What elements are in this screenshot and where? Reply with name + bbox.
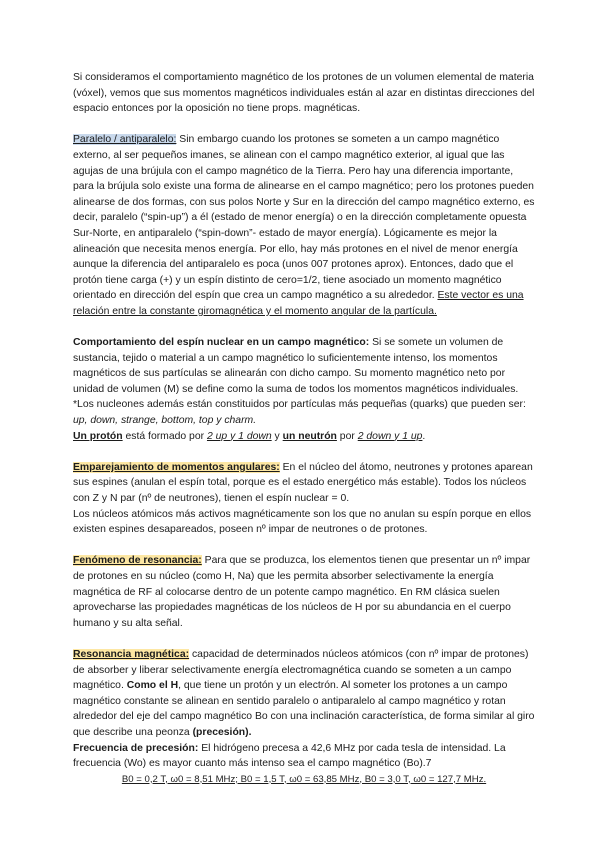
section-resonance-heading: Fenómeno de resonancia: [73, 555, 202, 567]
section-resonance-body: Para que se produzca, los elementos tienen que presentar un nº impar de protones en su núcleo (como H, Na) que les permita absorber selectivamente la energía magnética de RF al colocarse dentro de un potente campo magnético. En RM clásica suelen aprovecharse las propiedades magnéticas de los núcleos de H por su abundancia en el cuerpo humano y su alta señal. [73, 555, 531, 629]
proton-label: Un protón [73, 430, 123, 442]
precession-frequency-label: Frecuencia de precesión: [73, 742, 199, 754]
section-parallel-heading: Paralelo / antiparalelo: [73, 134, 177, 146]
section-pairing [73, 460, 535, 507]
section-spin-heading: Comportamiento del espín nuclear en un campo magnético: [73, 337, 370, 349]
section-mri-heading: Resonancia magnética: [73, 648, 190, 660]
neutron-quarks: 2 down y 1 up [357, 430, 423, 442]
section-spin-behavior [73, 335, 535, 397]
precession-term: (precesión). [192, 726, 252, 738]
nucleon-composition: Un protón está formado por 2 up y 1 down y un neutrón por 2 down y 1 up. [73, 430, 426, 442]
section-pairing-heading: Emparejamiento de momentos angulares: [73, 461, 280, 473]
section-spin-body: Si se somete un volumen de sustancia, tejido o material a un campo magnético lo suficientemente intenso, los momentos magnéticos de sus partículas se alinearán con dicho campo. Su momento magnético neto por unidad de volumen (M) se define como la suma de todos los momentos magnéticos individuales. [73, 337, 519, 395]
frequency-formula: B0 = 0,2 T, ω0 = 8,51 MHz; B0 = 1,5 T, ω0 = 63,85 MHz, B0 = 3,0 T, ω0 = 127,7 MHz. [121, 773, 487, 785]
neutron-label: un neutrón [282, 430, 337, 442]
section-pairing-body: En el núcleo del átomo, neutrones y protones aparean sus espines (anulan el espín total, porque es el estado energético más estable). Todos los núcleos con Z y N par (nº de neutrones), tienen el espín nuclear = 0. [73, 461, 533, 505]
section-mri: Resonancia magnética: capacidad de determinados núcleos atómicos (con nº impar de protones) de absorber y liberar selectivamente energía electromagnética cuando se someten a un campo magnético. Como el H, que tiene un protón y un electrón. Al someter los protones a un campo magnético constante se alinean en sentido paralelo o antiparalelo al campo magnético y rotan alrededor del eje del campo magnético Bo con una inclinación característica, de forma similar al giro que describe una peonza (precesión). [73, 648, 535, 738]
section-pairing-body2: Los núcleos atómicos más activos magnéticamente son los que no anulan su espín porque en ellos existen espines desapareados, poseen nº impar de neutrones o de protones. [73, 508, 532, 536]
quark-note: *Los nucleones además están constituidos por partículas más pequeñas (quarks) que pueden ser: up, down, strange, bottom, top y charm. [73, 399, 526, 427]
section-parallel [73, 132, 535, 319]
intro-paragraph: Si consideramos el comportamiento magnético de los protones de un volumen elemental de materia (vóxel), vemos que sus momentos magnéticos individuales están al azar en distintas direcciones del espacio entonces por la oposición no tiene props. magnéticas. [73, 72, 535, 115]
hydrogen-bold: Como el H [126, 680, 179, 692]
section-parallel-underlined: Este vector es una relación entre la constante giromagnética y el momento angular de la partícula. [73, 290, 524, 317]
document-page [73, 70, 535, 787]
precession-frequency: Frecuencia de precesión: El hidrógeno precesa a 42,6 MHz por cada tesla de intensidad. La frecuencia (Wo) es mayor cuanto más intenso sea el campo magnético (Bo).7 [73, 742, 506, 770]
proton-quarks: 2 up y 1 down [206, 430, 272, 442]
section-resonance-phenomenon [73, 553, 535, 631]
quark-list: up, down, strange, bottom, top y charm. [73, 415, 257, 427]
section-parallel-body: Sin embargo cuando los protones se someten a un campo magnético externo, al ser pequeños imanes, se alinean con el campo magnético exterior, al igual que las agujas de una brújula con el campo magnético de la Tierra. Pero hay una diferencia importante, para la brújula solo existe una forma de alinearse en el campo magnético; pero los protones pueden alinearse de dos formas, con sus polos Norte y Sur en la dirección del campo magnético externo, es decir, paralelo (“spin-up”) a él (estado de menor energía) o en la dirección completamente opuesta Sur-Norte, en antiparalelo (“spin-down”- estado de mayor energía). Lógicamente es mejor la alineación que necesita menos energía. Por ello, hay más protones en el nivel de menor energía aunque la diferencia del antiparalelo es poca (unos 007 protones aprox). Entonces, dado que el protón tiene carga (+) y un espín distinto de cero=1/2, tiene asociado un momento magnético orientado en dirección del espín que crea un campo magnético a su alrededor. [73, 134, 535, 302]
